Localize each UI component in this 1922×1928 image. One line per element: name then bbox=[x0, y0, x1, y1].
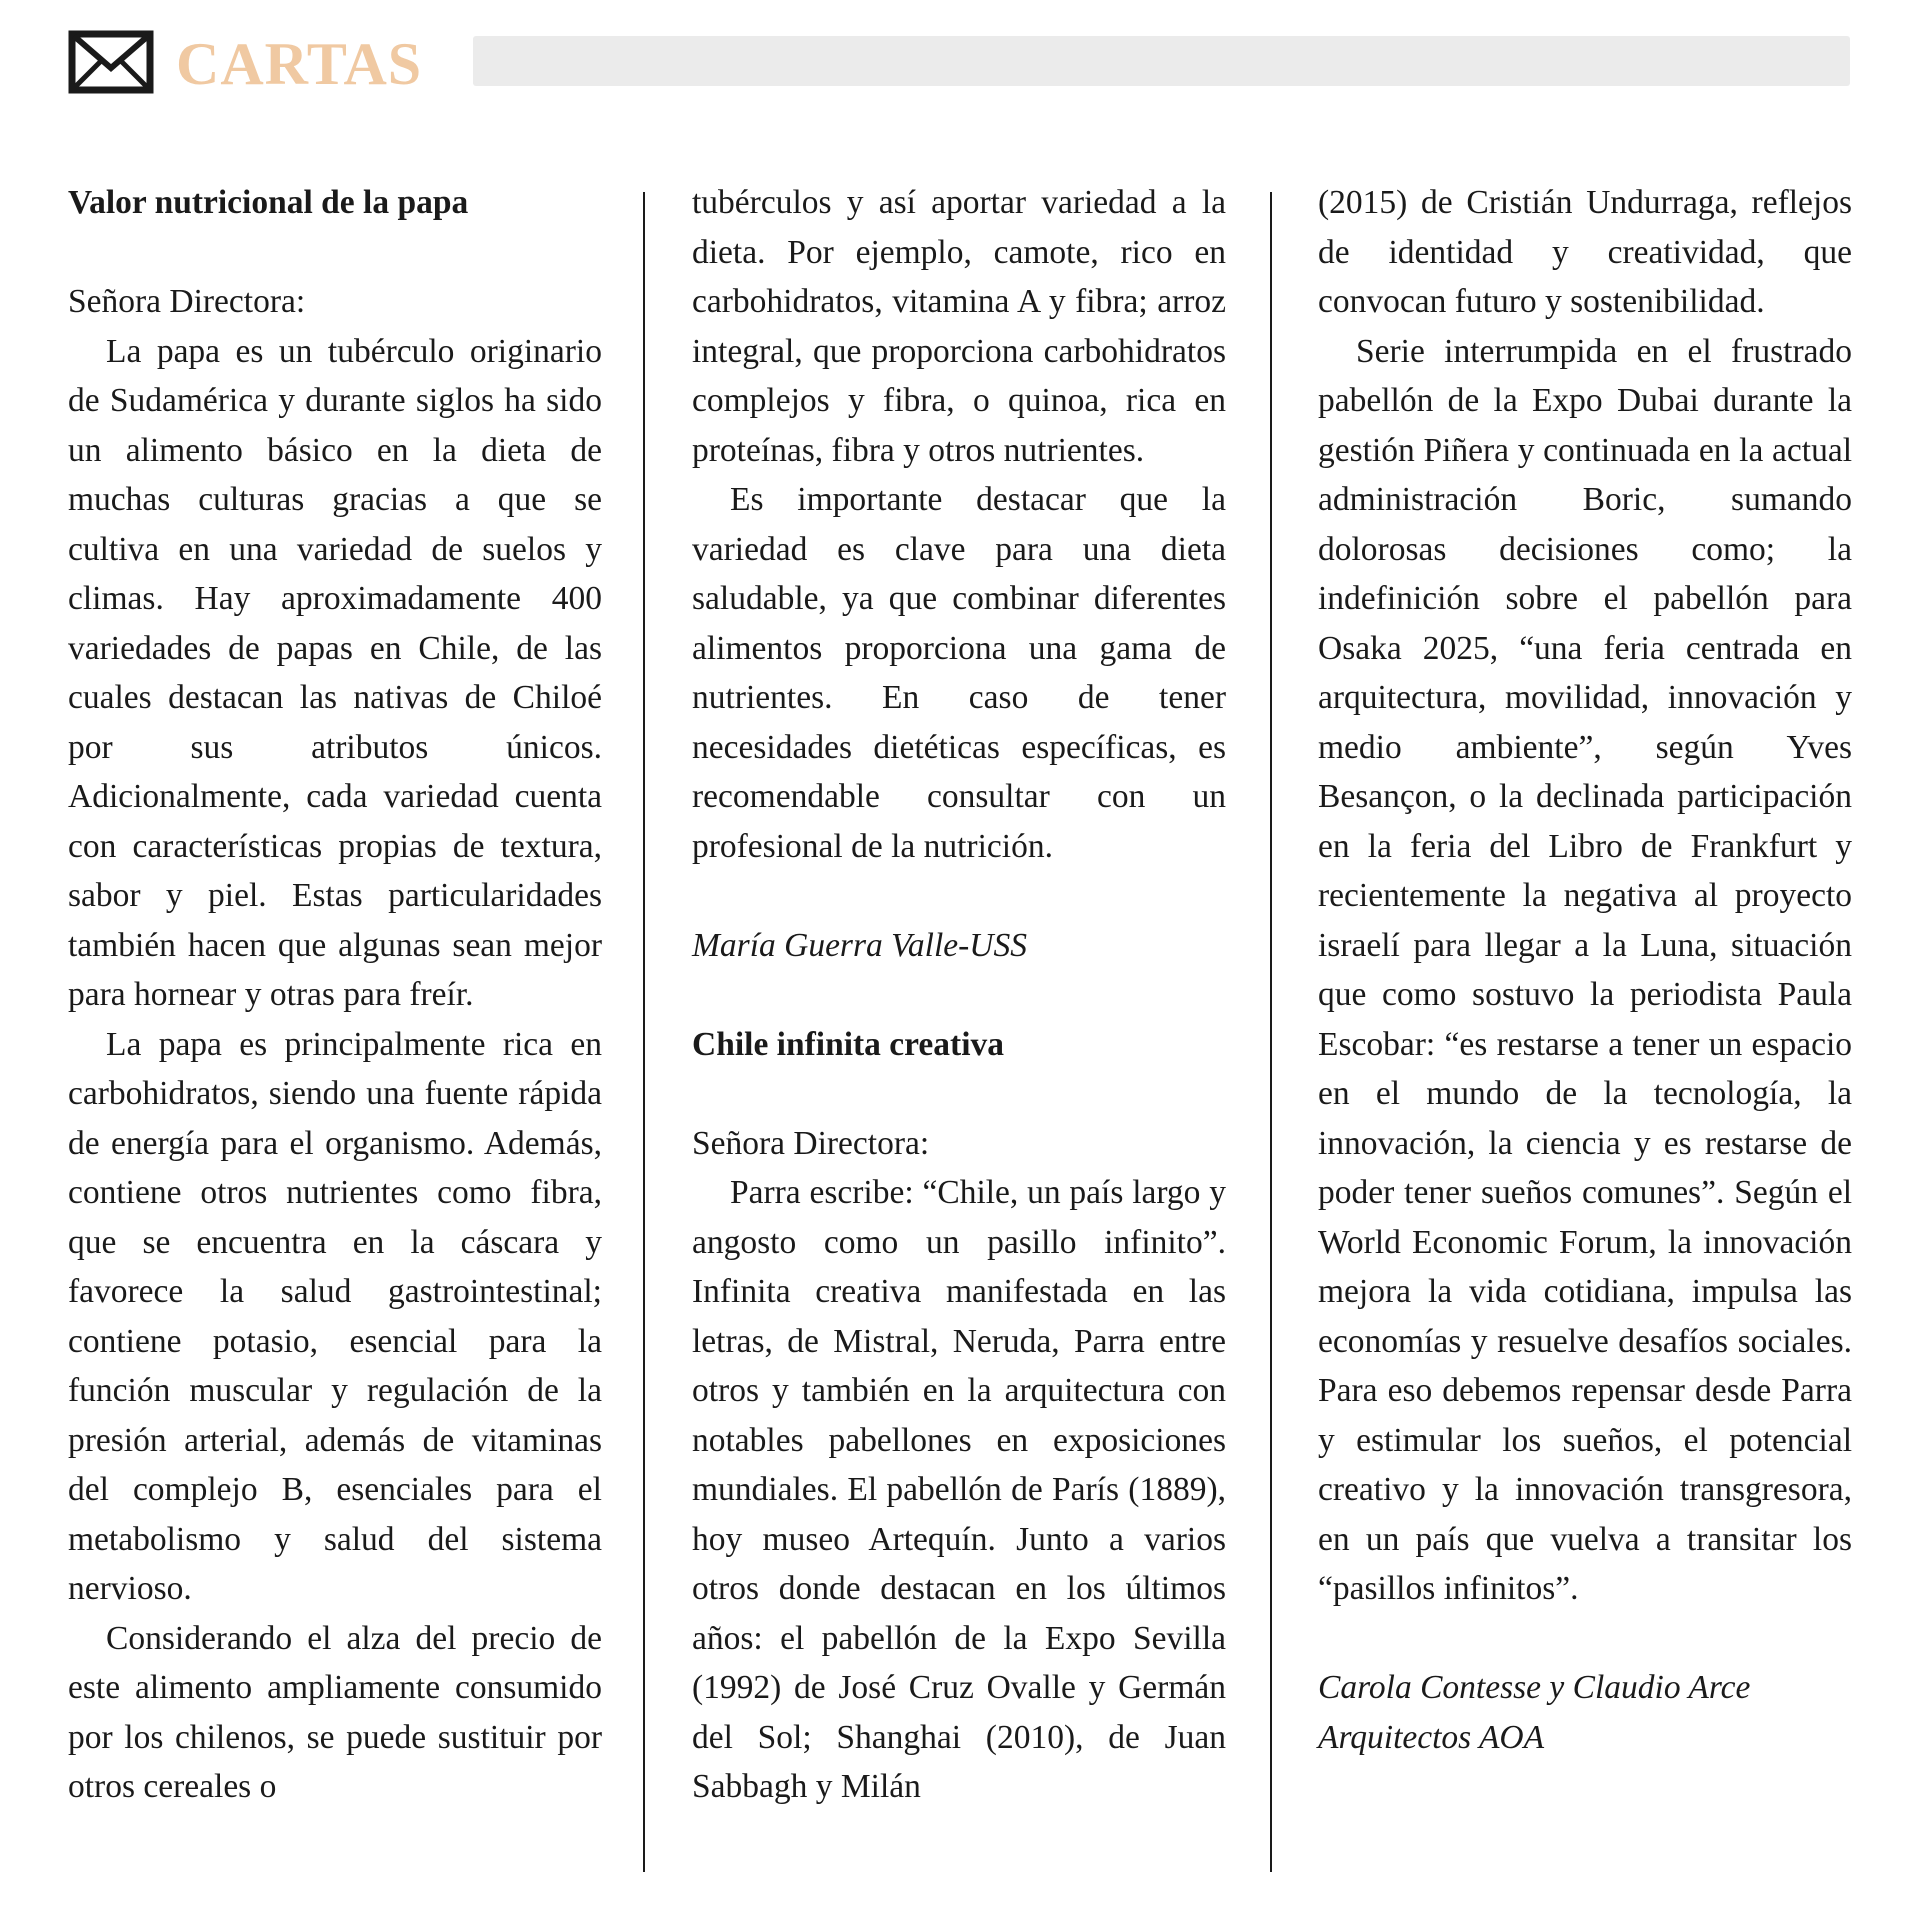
letter-headline: Chile infinita creativa bbox=[692, 1025, 1005, 1063]
letter-paragraph: Considerando el alza del precio de este alimento ampliamente consumido por los chilenos, se puede sustituir por otros cereales o bbox=[68, 1619, 602, 1805]
letter-paragraph: Parra escribe: “Chile, un país largo y angosto como un pasillo infinito”. Infinita creativa manifestada en las letras, de Mistral, Neruda, Parra entre otros y también en la arquitectura con notables pabellones en exposiciones mundiales. El pabellón de París (1889), hoy museo Artequín. Junto a varios otros donde destacan en los últimos años: el pabellón de la Expo Sevilla (1992) de José Cruz Ovalle y Germán del Sol; Shanghai (2010), de Juan Sabbagh y Milán bbox=[692, 1174, 1226, 1805]
letter-signature: Arquitectos AOA bbox=[1318, 1718, 1545, 1756]
column-divider bbox=[643, 192, 645, 1872]
letter-paragraph: Serie interrumpida en el frustrado pabellón de la Expo Dubai durante la gestión Piñera y continuada en la actual administración Boric, sumando dolorosas decisiones como; la indefinición sobre el pabellón para Osaka 2025, “una feria centrada en arquitectura, movilidad, innovación y medio ambiente”, según Yves Besançon, o la declinada participación en la feria del Libro de Frankfurt y recientemente la negativa al proyecto israelí para llegar a la Luna, situación que como sostuvo la periodista Paula Escobar: “es restarse a tener un espacio en el mundo de la tecnología, la innovación, la ciencia y es restarse de poder tener sueños comunes”. Según el World Economic Forum, la innovación mejora la vida cotidiana, impulsa las economías y resuelve desafíos sociales. Para eso debemos repensar desde Parra y estimular los sueños, el potencial creativo y la innovación transgresora, en un país que vuelva a transitar los “pasillos infinitos”. bbox=[1318, 332, 1852, 1607]
header-bar bbox=[473, 36, 1850, 86]
letter-paragraph: tubérculos y así aportar variedad a la dieta. Por ejemplo, camote, rico en carbohidratos, vitamina A y fibra; arroz integral, que proporciona carbohidratos complejos y fibra, o quinoa, rica en proteínas, fibra y otros nutrientes. bbox=[692, 184, 1226, 469]
column-2 bbox=[692, 178, 1226, 1812]
column-divider bbox=[1270, 192, 1272, 1872]
letter-paragraph: (2015) de Cristián Undurraga, reflejos de identidad y creatividad, que convocan futuro y sostenibilidad. bbox=[1318, 184, 1852, 320]
letter-salutation: Señora Directora: bbox=[692, 1124, 930, 1162]
letter-signature: María Guerra Valle-USS bbox=[692, 926, 1027, 964]
column-3 bbox=[1318, 178, 1852, 1762]
letter-headline: Valor nutricional de la papa bbox=[68, 184, 469, 221]
letter-signature: Carola Contesse y Claudio Arce bbox=[1318, 1669, 1751, 1706]
column-1 bbox=[68, 178, 602, 1812]
envelope-icon bbox=[68, 30, 154, 94]
section-title: CARTAS bbox=[176, 31, 423, 97]
letter-salutation: Señora Directora: bbox=[68, 283, 306, 320]
letter-paragraph: La papa es un tubérculo originario de Sudamérica y durante siglos ha sido un alimento básico en la dieta de muchas culturas gracias a que se cultiva en una variedad de suelos y climas. Hay aproximadamente 400 variedades de papas en Chile, de las cuales destacan las nativas de Chiloé por sus atributos únicos. Adicionalmente, cada variedad cuenta con características propias de textura, sabor y piel. Estas particularidades también hacen que algunas sean mejor para hornear y otras para freír. bbox=[68, 332, 602, 1013]
letter-paragraph: La papa es principalmente rica en carbohidratos, siendo una fuente rápida de energía para el organismo. Además, contiene otros nutrientes como fibra, que se encuentra en la cáscara y favorece la salud gastrointestinal; contiene potasio, esencial para la función muscular y regulación de la presión arterial, además de vitaminas del complejo B, esenciales para el metabolismo y salud del sistema nervioso. bbox=[68, 1025, 602, 1607]
letter-paragraph: Es importante destacar que la variedad es clave para una dieta saludable, ya que combinar diferentes alimentos proporciona una gama de nutrientes. En caso de tener necesidades dietéticas específicas, es recomendable consultar con un profesional de la nutrición. bbox=[692, 481, 1226, 865]
section-header bbox=[68, 28, 1850, 100]
